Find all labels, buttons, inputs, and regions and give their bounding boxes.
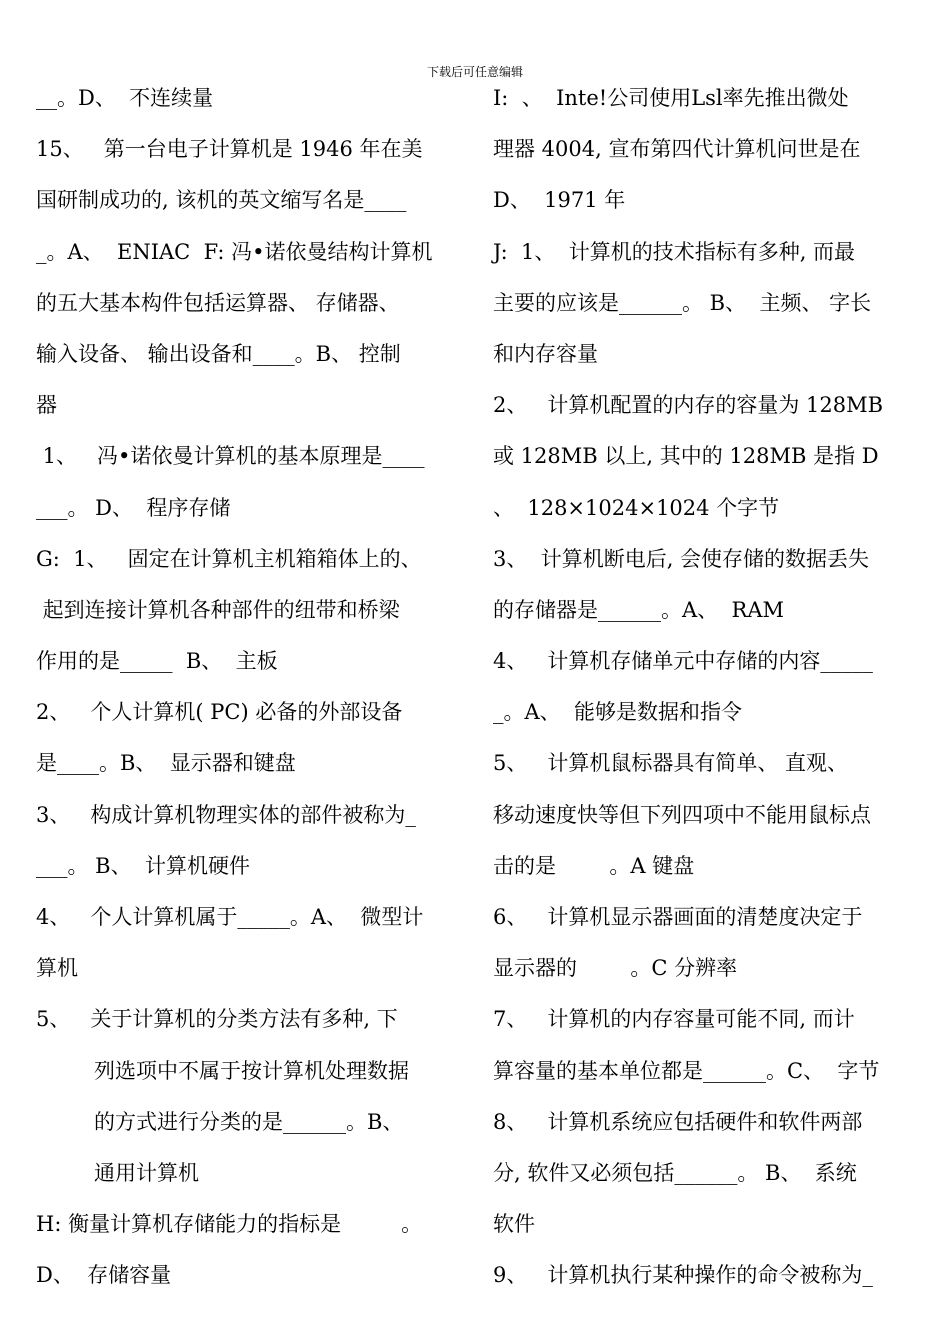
text-line: 理器 4004, 宣布第四代计算机问世是在 — [493, 137, 861, 162]
text-line: 1、 冯•诺依曼计算机的基本原理是____ — [36, 444, 425, 469]
text-line: 和内存容量 — [493, 341, 598, 366]
text-line: 7、 计算机的内存容量可能不同, 而计 — [493, 1007, 855, 1032]
text-line: _。A、 能够是数据和指令 — [493, 700, 743, 725]
text-line: 3、 构成计算机物理实体的部件被称为_ — [36, 802, 416, 827]
text-line: 2、 个人计算机( PC) 必备的外部设备 — [36, 700, 403, 725]
text-line: 15、 第一台电子计算机是 1946 年在美 — [36, 137, 423, 162]
text-line: 软件 — [493, 1212, 535, 1237]
text-line: 的存储器是______。A、 RAM — [493, 597, 784, 622]
text-line: 算机 — [36, 956, 78, 981]
text-line: 分, 软件又必须包括______。 B、 系统 — [493, 1160, 857, 1185]
text-line: 通用计算机 — [94, 1160, 199, 1185]
text-line: G: 1、 固定在计算机主机箱箱体上的、 — [36, 546, 422, 571]
text-line: 起到连接计算机各种部件的纽带和桥梁 — [36, 597, 400, 622]
text-line: 器 — [36, 393, 57, 418]
text-line: 列选项中不属于按计算机处理数据 — [94, 1058, 409, 1083]
text-line: 是____。B、 显示器和键盘 — [36, 751, 296, 776]
text-line: 的五大基本构件包括运算器、 存储器、 — [36, 290, 400, 315]
left-column — [36, 80, 468, 1309]
text-line: __。D、 不连续量 — [36, 86, 214, 110]
text-line: 5、 关于计算机的分类方法有多种, 下 — [36, 1007, 398, 1032]
text-line: ___。 D、 程序存储 — [36, 495, 231, 520]
text-line: 9、 计算机执行某种操作的命令被称为_ — [493, 1263, 873, 1288]
text-line: 主要的应该是______。 B、 主频、 字长 — [493, 290, 872, 315]
text-line: 3、 计算机断电后, 会使存储的数据丢失 — [493, 546, 870, 571]
text-line: 输入设备、 输出设备和____。B、 控制 — [36, 341, 401, 366]
text-line: J: 1、 计算机的技术指标有多种, 而最 — [493, 239, 856, 264]
page-header: 下载后可任意编辑 — [426, 65, 523, 79]
text-line: 或 128MB 以上, 其中的 128MB 是指 D — [493, 444, 879, 469]
text-line: 2、 计算机配置的内存的容量为 128MB — [493, 393, 884, 418]
text-line: D、 存储容量 — [36, 1263, 172, 1288]
text-line: ___。 B、 计算机硬件 — [36, 853, 250, 878]
text-line: 的方式进行分类的是______。B、 — [94, 1109, 404, 1134]
text-line: 算容量的基本单位都是______。C、 字节 — [493, 1058, 880, 1083]
text-line: I: 、 Inte!公司使用Lsl率先推出微处 — [493, 86, 849, 110]
text-line: 6、 计算机显示器画面的清楚度决定于 — [493, 905, 863, 929]
text-line: 移动速度快等但下列四项中不能用鼠标点 — [493, 802, 871, 827]
text-line: 4、 个人计算机属于_____。A、 微型计 — [36, 905, 424, 929]
text-line: 国研制成功的, 该机的英文缩写名是____ — [36, 188, 407, 213]
text-line: D、 1971 年 — [493, 188, 626, 213]
text-line: 5、 计算机鼠标器具有简单、 直观、 — [493, 751, 849, 776]
text-line: 8、 计算机系统应包括硬件和软件两部 — [493, 1109, 863, 1134]
text-line: 作用的是_____ B、 主板 — [36, 649, 278, 674]
text-line: 、 128×1024×1024 个字节 — [493, 495, 780, 520]
text-line: _。A、 ENIAC F: 冯•诺依曼结构计算机 — [36, 239, 433, 264]
right-column — [493, 80, 919, 1309]
text-line: H: 衡量计算机存储能力的指标是 。 — [36, 1212, 423, 1237]
text-line: 显示器的 。C 分辨率 — [493, 956, 738, 981]
text-line: 4、 计算机存储单元中存储的内容_____ — [493, 649, 873, 674]
text-line: 击的是 。A 键盘 — [493, 853, 695, 878]
